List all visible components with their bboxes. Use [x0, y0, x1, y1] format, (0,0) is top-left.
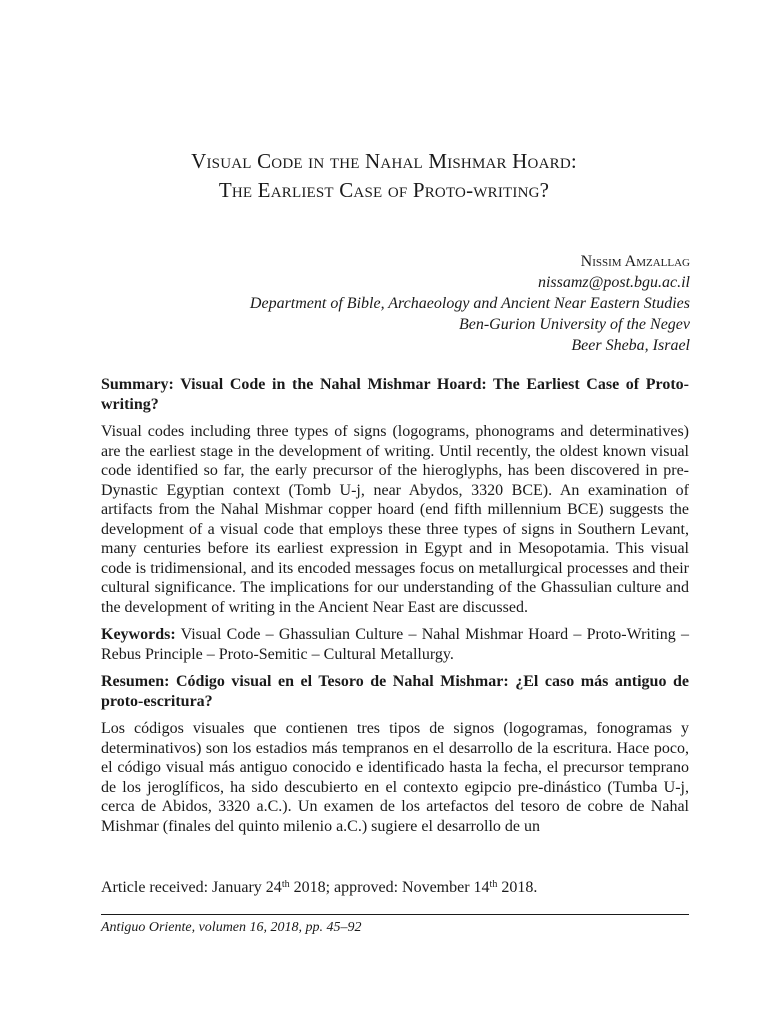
received-suffix: 2018. [497, 879, 538, 896]
received-sup-2: th [489, 879, 498, 890]
author-location: Beer Sheba, Israel [571, 337, 690, 354]
author-block [250, 251, 690, 356]
footer-divider [101, 914, 689, 915]
keywords-paragraph [101, 625, 689, 664]
title-line-2: The Earliest Case of Proto-writing? [218, 178, 550, 202]
summary-text: Visual codes including three types of signs (logograms, phonograms and determinatives) are the earliest stage in the development of writing. Until recently, the oldest known visual code identified so far, the early precursor of the hieroglyphs, has been discovered in pre-Dynastic Egyptian context (Tomb U-j, near Abydos, 3320 BCE). An examination of artifacts from the Nahal Mishmar copper hoard (end fifth millennium BCE) suggests the development of a visual code that employs these three types of signs in Southern Levant, many centuries before its earliest expression in Egypt and in Mesopotamia. This visual code is tridimensional, and its encoded messages focus on metallurgical processes and their cultural significance. The implications for our understanding of the Ghassulian culture and the development of writing in the Ancient Near East are discussed. [101, 423, 689, 616]
article-received-line [101, 878, 689, 897]
journal-citation: Antiguo Oriente, volumen 16, 2018, pp. 45–92 [101, 920, 362, 935]
article-title [0, 147, 768, 205]
title-line-1: Visual Code in the Nahal Mishmar Hoard: [191, 149, 577, 173]
abstract-section [101, 375, 689, 836]
author-name: Nissim Amzallag [580, 253, 690, 270]
author-department: Department of Bible, Archaeology and Ancient Near Eastern Studies [249, 295, 690, 312]
resumen-heading: Resumen: Código visual en el Tesoro de Nahal Mishmar: ¿El caso más antiguo de proto-escritura? [101, 673, 689, 710]
received-sup-1: th [281, 879, 290, 890]
received-mid: 2018; approved: November 14 [289, 879, 490, 896]
resumen-text: Los códigos visuales que contienen tres tipos de signos (logogramas, fonogramas y determinativos) son los estadios más tempranos en el desarrollo de la escritura. Hace poco, el código visual más antiguo conocido e identificado hasta la fecha, el precursor temprano de los jeroglíficos, ha sido descubierto en el contexto egipcio pre-dinástico (Tumba U-j, cerca de Abidos, 3320 a.C.). Un examen de los artefactos del tesoro de cobre de Nahal Mishmar (finales del quinto milenio a.C.) sugiere el desarrollo de un [101, 720, 689, 835]
author-university: Ben-Gurion University of the Negev [458, 316, 690, 333]
received-prefix: Article received: January 24 [101, 879, 282, 896]
keywords-label: Keywords: [101, 626, 176, 643]
keywords-text: Visual Code – Ghassulian Culture – Nahal Mishmar Hoard – Proto-Writing – Rebus Principle – Proto-Semitic – Cultural Metallurgy. [101, 626, 689, 663]
summary-heading: Summary: Visual Code in the Nahal Mishmar Hoard: The Earliest Case of Proto-writing? [101, 376, 689, 413]
author-email[interactable]: nissamz@post.bgu.ac.il [537, 274, 690, 291]
